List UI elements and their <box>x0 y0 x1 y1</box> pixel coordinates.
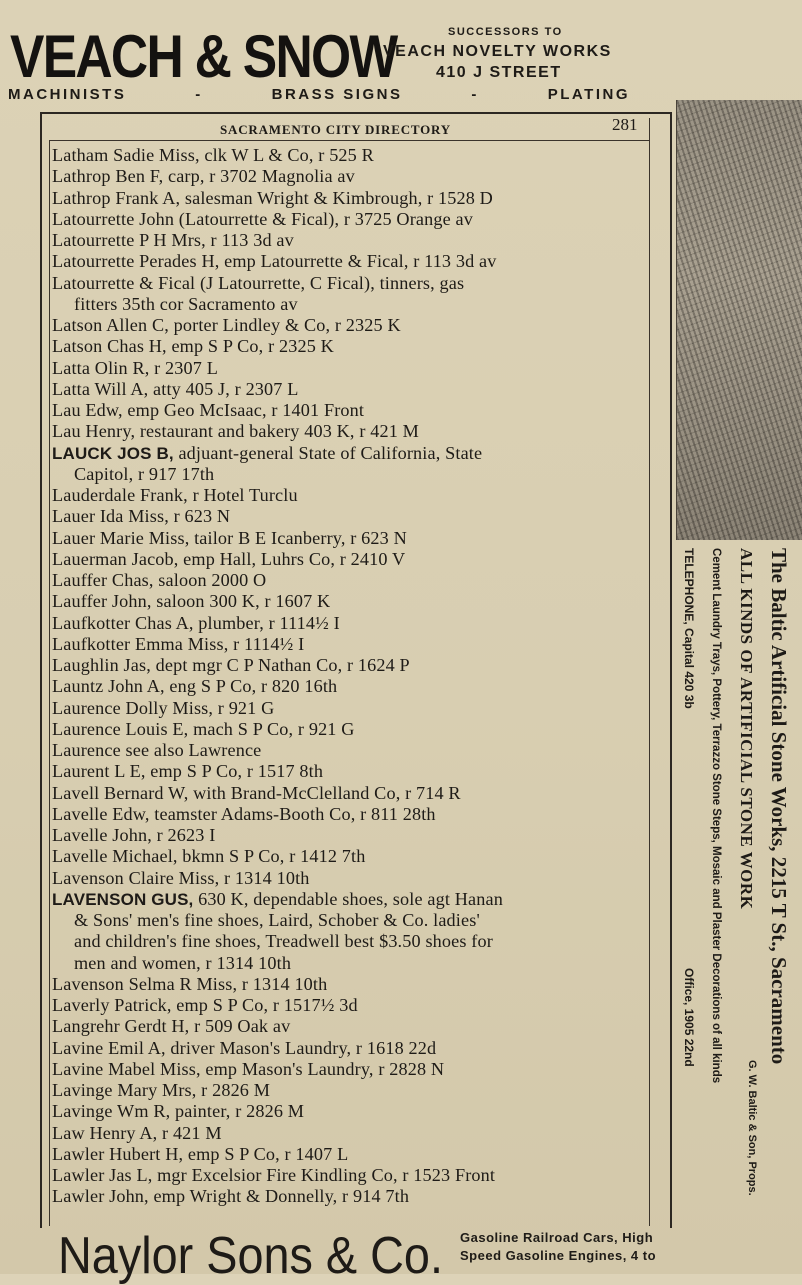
directory-entry <box>52 804 652 825</box>
directory-entry <box>52 421 652 442</box>
entry-text: Lavelle John, r 2623 I <box>52 825 216 845</box>
page-number: 281 <box>612 115 638 134</box>
side-ad-title: The Baltic Artificial Stone Works, 2215 T St., Sacramento <box>767 548 791 1065</box>
stone-texture-image <box>676 100 802 540</box>
entry-text: Lawler Hubert H, emp S P Co, r 1407 L <box>52 1143 349 1164</box>
ad-company-name: VEACH & SNOW <box>10 23 397 90</box>
directory-entry <box>52 676 652 697</box>
entry-text: Lavell Bernard W, with Brand-McClelland Co, r 714 R <box>52 782 461 803</box>
entry-text: Lavenson Selma R Miss, r 1314 10th <box>52 973 328 994</box>
directory-entry <box>52 570 652 591</box>
trade-plating: PLATING <box>547 86 630 103</box>
side-ad-products: Cement Laundry Trays, Pottery, Terrazzo Stone Steps, Mosaic and Plaster Decorations of all kinds <box>710 548 722 1084</box>
entry-text: Lavinge Wm R, painter, r 2826 M <box>52 1101 305 1122</box>
entry-text: Lau Edw, emp Geo McIsaac, r 1401 Front <box>52 400 365 420</box>
entry-text: Lauffer John, saloon 300 K, r 1607 K <box>52 591 331 612</box>
entry-continuation <box>52 910 652 931</box>
directory-entry <box>52 719 652 740</box>
directory-entry <box>52 528 652 549</box>
entry-text: Langrehr Gerdt H, r 509 Oak av <box>52 1016 291 1037</box>
directory-entry <box>52 400 652 421</box>
trade-machinists: MACHINISTS <box>8 86 127 103</box>
entry-text: Laughlin Jas, dept mgr C P Nathan Co, r 1624 P <box>52 655 410 675</box>
directory-entry <box>52 506 652 527</box>
bottom-ad-line-1: Gasoline Railroad Cars, High <box>460 1230 654 1245</box>
directory-entry <box>52 166 652 187</box>
directory-entry <box>52 889 652 910</box>
directory-entry <box>52 358 652 379</box>
entry-text: Lavelle Michael, bkmn S P Co, r 1412 7th <box>52 846 366 867</box>
directory-entry <box>52 1165 652 1186</box>
entry-text: Law Henry A, r 421 M <box>52 1122 222 1143</box>
directory-entry <box>52 549 652 570</box>
directory-entry <box>52 591 652 612</box>
directory-entry <box>52 1059 652 1080</box>
entry-continuation <box>52 953 652 974</box>
directory-entry <box>52 1123 652 1144</box>
entry-text: Lawler Jas L, mgr Excelsior Fire Kindling Co, r 1523 Front <box>52 1165 496 1185</box>
ad-address: 410 J STREET <box>436 64 562 81</box>
ad-novelty-works: VEACH NOVELTY WORKS <box>383 43 612 60</box>
directory-entry <box>52 209 652 230</box>
entry-text: Latham Sadie Miss, clk W L & Co, r 525 R <box>52 145 374 165</box>
bottom-ad-company: Naylor Sons & Co. <box>58 1227 443 1285</box>
directory-entry <box>52 230 652 251</box>
entry-text: and children's fine shoes, Treadwell best $3.50 shoes for <box>74 931 493 952</box>
entry-bold-name: LAUCK JOS B, <box>52 443 174 463</box>
entry-text: Laurence Dolly Miss, r 921 G <box>52 697 275 718</box>
directory-entry <box>52 761 652 782</box>
bottom-ad-line-2: Speed Gasoline Engines, 4 to <box>460 1248 657 1263</box>
directory-entry <box>52 995 652 1016</box>
trade-brass-signs: BRASS SIGNS <box>271 86 403 103</box>
entry-text: Launtz John A, eng S P Co, r 820 16th <box>52 676 338 697</box>
entry-text: Lavenson Claire Miss, r 1314 10th <box>52 867 310 888</box>
entry-text: Lauffer Chas, saloon 2000 O <box>52 570 267 590</box>
entry-text: Lau Henry, restaurant and bakery 403 K, r 421 M <box>52 421 419 442</box>
ad-successors-label: SUCCESSORS TO <box>448 26 563 38</box>
entry-bold-name: LAVENSON GUS, <box>52 889 194 909</box>
directory-entry <box>52 188 652 209</box>
directory-entry <box>52 1016 652 1037</box>
directory-entry <box>52 379 652 400</box>
trade-separator: - <box>195 86 203 103</box>
entry-text: Lauer Ida Miss, r 623 N <box>52 506 231 527</box>
entry-text: Latson Chas H, emp S P Co, r 2325 K <box>52 336 334 357</box>
entry-text: Lavelle Edw, teamster Adams-Booth Co, r 811 28th <box>52 803 436 824</box>
directory-entry <box>52 1101 652 1122</box>
header-rule <box>49 140 650 141</box>
entry-continuation <box>52 931 652 952</box>
entry-text: Lauderdale Frank, r Hotel Turclu <box>52 485 298 505</box>
entry-text: Latourrette John (Latourrette & Fical), r 3725 Orange av <box>52 208 474 229</box>
directory-entry <box>52 740 652 761</box>
entry-text: Lavinge Mary Mrs, r 2826 M <box>52 1080 271 1100</box>
entry-text: Latta Olin R, r 2307 L <box>52 357 218 378</box>
entry-text: Laurence see also Lawrence <box>52 740 262 760</box>
entry-text: Latson Allen C, porter Lindley & Co, r 2325 K <box>52 315 401 335</box>
entry-text: Lauer Marie Miss, tailor B E Icanberry, r 623 N <box>52 527 407 548</box>
side-advertisement <box>676 548 802 1238</box>
directory-entry <box>52 1038 652 1059</box>
entry-text: Laurent L E, emp S P Co, r 1517 8th <box>52 761 324 782</box>
directory-entry <box>52 783 652 804</box>
directory-entry <box>52 336 652 357</box>
directory-entry <box>52 251 652 272</box>
ad-trades <box>8 86 630 103</box>
directory-entry <box>52 1186 652 1207</box>
side-ad-subtitle: ALL KINDS OF ARTIFICIAL STONE WORK <box>737 548 756 910</box>
side-ad-proprietors: G. W. Baltic & Son, Props. <box>746 1060 758 1196</box>
side-ad-office: Office, 1905 22nd <box>682 968 696 1067</box>
top-advertisement <box>0 0 802 112</box>
entry-text: Capitol, r 917 17th <box>74 463 215 484</box>
directory-entries <box>52 145 652 1208</box>
directory-entry <box>52 825 652 846</box>
entry-text: Latta Will A, atty 405 J, r 2307 L <box>52 378 299 399</box>
entry-text: men and women, r 1314 10th <box>74 952 292 973</box>
entry-text: Latourrette & Fical (J Latourrette, C Fical), tinners, gas <box>52 272 465 293</box>
directory-entry <box>52 634 652 655</box>
entry-text: Latourrette Perades H, emp Latourrette & Fical, r 113 3d av <box>52 251 497 272</box>
directory-entry <box>52 1144 652 1165</box>
directory-entry <box>52 273 652 294</box>
entry-continuation <box>52 294 652 315</box>
directory-entry <box>52 145 652 166</box>
directory-entry <box>52 655 652 676</box>
entry-text: Lathrop Frank A, salesman Wright & Kimbrough, r 1528 D <box>52 187 493 208</box>
entry-text: Lawler John, emp Wright & Donnelly, r 914 7th <box>52 1186 410 1207</box>
entry-text: 630 K, dependable shoes, sole agt Hanan <box>193 888 503 909</box>
entry-text: Laverly Patrick, emp S P Co, r 1517½ 3d <box>52 995 358 1015</box>
directory-entry <box>52 485 652 506</box>
entry-text: Lathrop Ben F, carp, r 3702 Magnolia av <box>52 166 355 187</box>
entry-text: Laufkotter Emma Miss, r 1114½ I <box>52 633 305 654</box>
entry-continuation <box>52 464 652 485</box>
directory-entry <box>52 315 652 336</box>
directory-entry <box>52 1080 652 1101</box>
entry-text: Laurence Louis E, mach S P Co, r 921 G <box>52 718 355 739</box>
entry-text: fitters 35th cor Sacramento av <box>74 293 298 314</box>
entry-text: Lavine Mabel Miss, emp Mason's Laundry, r 2828 N <box>52 1058 445 1079</box>
directory-entry <box>52 613 652 634</box>
trade-separator: - <box>471 86 479 103</box>
entry-text: Lavine Emil A, driver Mason's Laundry, r 1618 22d <box>52 1037 437 1058</box>
column-rule-left <box>49 140 50 1226</box>
entry-text: Laufkotter Chas A, plumber, r 1114½ I <box>52 612 340 633</box>
entry-text: adjuant-general State of California, State <box>173 442 483 463</box>
directory-entry <box>52 974 652 995</box>
entry-text: & Sons' men's fine shoes, Laird, Schober & Co. ladies' <box>74 910 480 930</box>
directory-entry <box>52 443 652 464</box>
bottom-advertisement <box>40 1226 680 1285</box>
directory-entry <box>52 868 652 889</box>
directory-entry <box>52 846 652 867</box>
entry-text: Latourrette P H Mrs, r 113 3d av <box>52 230 294 250</box>
entry-text: Lauerman Jacob, emp Hall, Luhrs Co, r 2410 V <box>52 548 406 569</box>
running-head: SACRAMENTO CITY DIRECTORY <box>220 122 451 137</box>
side-ad-telephone: TELEPHONE, Capital 420 3b <box>682 548 696 709</box>
directory-entry <box>52 698 652 719</box>
